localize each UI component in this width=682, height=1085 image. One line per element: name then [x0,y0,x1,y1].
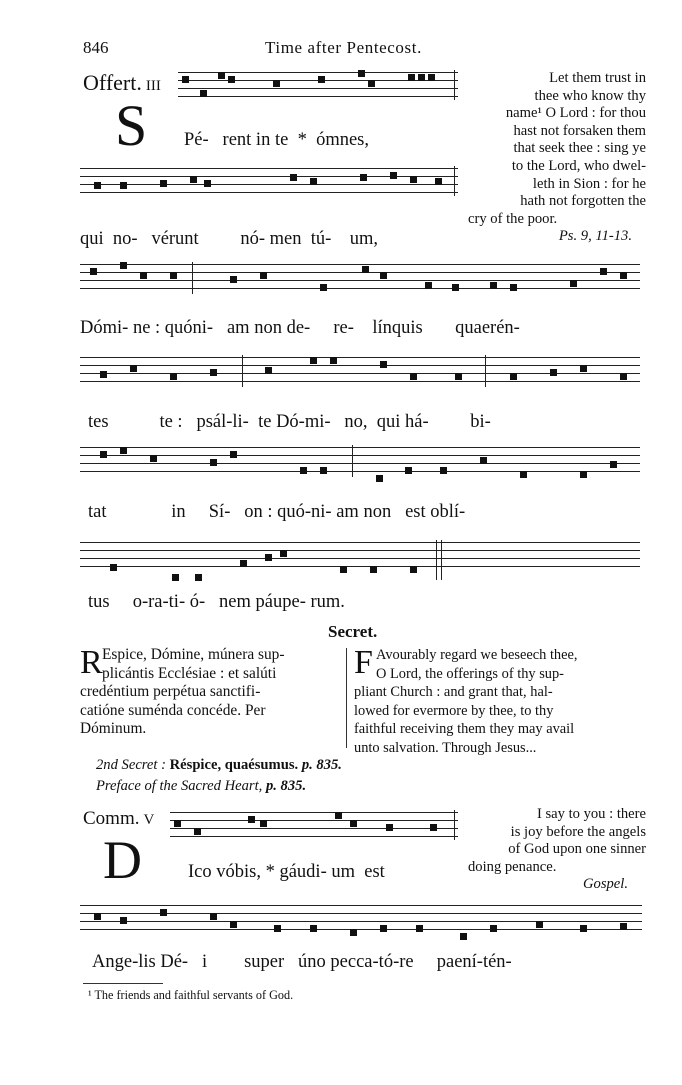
secret-column-divider [346,648,347,748]
secret-english-initial: F [354,644,373,681]
staff-communion-2 [80,903,642,939]
offertory-initial: S [115,93,148,158]
staff-offertory-2 [80,166,458,196]
preface-reference: Preface of the Sacred Heart, p. 835. [96,778,307,794]
offertory-translation: Let them trust in thee who know thy name¹ O Lord : for thou hast not forsaken them that seek thee : sing ye to the Lord, who dwel- leth in Sion : for he hath not forgotten the cry of the poor. Ps. 9, 11-13. [468,70,646,245]
staff-offertory-6 [80,540,640,580]
staff-offertory-5 [80,445,640,477]
second-secret: 2nd Secret : Réspice, quaésumus. p. 835. [96,757,342,773]
offertory-citation: Ps. 9, 11-13. [558,228,632,245]
secret-latin-text: Espice, Dómine, múnera sup- plicántis Ecclésiae : et salúti credéntium perpétua sanctifi- catióne suménda concéde. Per Dóminum. [80,646,285,738]
offertory-lyric-line-6: tus o-ra-ti- ó- nem páupe- rum. [88,592,345,612]
footnote-rule [83,983,163,984]
communion-initial: D [103,830,142,890]
running-title: Time after Pentecost. [265,38,422,57]
staff-offertory-3 [80,262,640,294]
staff-communion-1 [170,810,458,840]
staff-offertory-4 [80,355,640,387]
communion-lyric-line-1: Ico vóbis, * gáudi- um est [188,862,385,882]
secret-english-text: Avourably regard we beseech thee, O Lord, the offerings of thy sup- pliant Church : and grant that, hal- lowed for evermore by thee, to thy faithful receiving them they may avail unto salvation. Through Jesus... [354,647,578,756]
offertory-label: Offert. III [83,70,161,95]
communion-label: Comm. V [83,808,155,829]
offertory-lyric-line-4: tes te : psál-li- te Dó-mi- no, qui há- bi- [88,412,491,432]
staff-offertory-1 [178,70,458,100]
offertory-lyric-line-5: tat in Sí- on : quó-ni- am non est oblí- [88,502,466,522]
footnote: ¹ The friends and faithful servants of God. [88,988,294,1002]
secret-latin-initial: R [80,644,103,681]
offertory-lyric-line-2: qui no- vérunt nó- men tú- um, [80,229,379,249]
offertory-lyric-line-1: Pé- rent in te * ómnes, [184,130,369,150]
offertory-lyric-line-3: Dómi- ne : quóni- am non de- re- línquis quaerén- [80,318,520,338]
communion-translation: I say to you : there is joy before the angels of God upon one sinner doing penance. Gospel. [468,806,646,893]
communion-lyric-line-2: Ange-lis Dé- i super úno pecca-tó-re paení-tén- [92,952,512,972]
secret-title: Secret. [328,622,378,641]
page-number: 846 [83,38,109,57]
communion-citation: Gospel. [583,876,628,893]
